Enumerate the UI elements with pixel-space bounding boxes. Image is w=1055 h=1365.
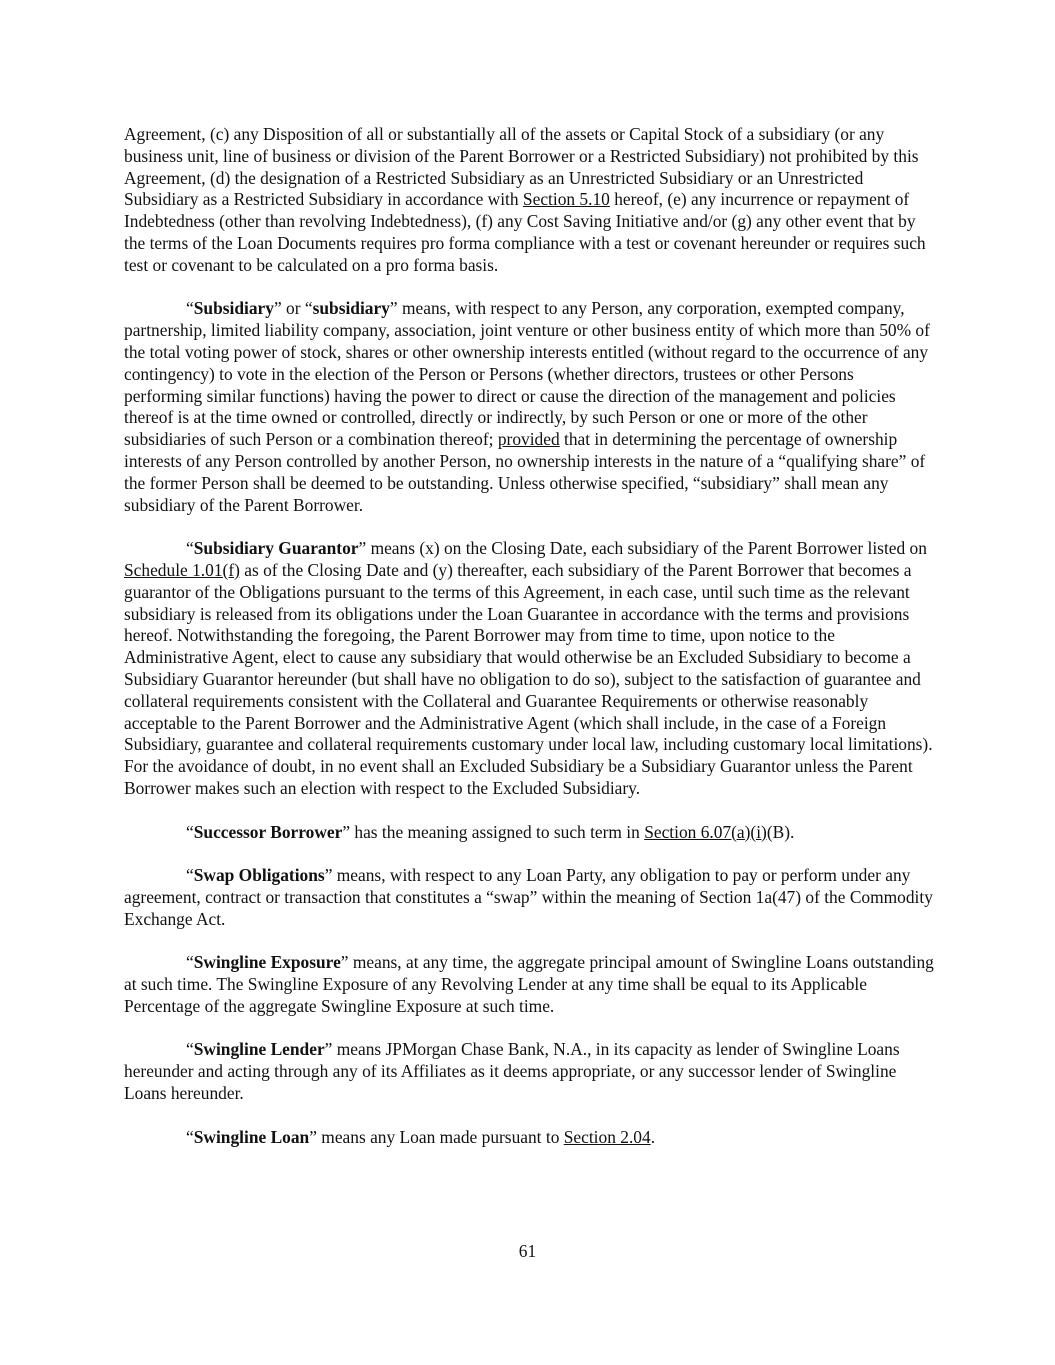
paragraph-text: ” means, at any time, the aggregate principal amount of Swingline Loans outstanding at such time. The Swingline Exposure of any Revolving Lender at any time shall be equal to its Applicable Percentage of the aggregate Swingline Exposure at such time. xyxy=(124,952,934,1016)
document-page xyxy=(124,124,934,1170)
paragraph-continuation xyxy=(124,124,934,277)
definition-successor-borrower xyxy=(124,822,934,844)
defined-term: Subsidiary xyxy=(193,298,274,319)
definition-swingline-loan xyxy=(124,1127,934,1149)
open-quote: “ xyxy=(186,1039,194,1060)
open-quote: “ xyxy=(186,538,194,559)
paragraph-text: that in determining the percentage of ownership interests of any Person controlled by another Person, no ownership interests in the nature of a “qualifying share” of the former Person shall be deemed to be outstanding. Unless otherwise specified, “subsidiary” shall mean any subsidiary of the Parent Borrower. xyxy=(124,429,926,515)
open-quote: “ xyxy=(186,1126,194,1147)
page-number: 61 xyxy=(518,1241,537,1261)
paragraph-text: hereof, (e) any incurrence or repayment of Indebtedness (other than revolving Indebtedness), (f) any Cost Saving Initiative and/or (g) any other event that by the terms of the Loan Documents requires pro forma compliance with a test or covenant hereunder or requires such test or covenant to be calculated on a pro forma basis. xyxy=(124,189,926,275)
paragraph-text: ” or “ xyxy=(273,298,313,319)
paragraph-text: as of the Closing Date and (y) thereafter, each subsidiary of the Parent Borrower that becomes a guarantor of the Obligations pursuant to the terms of this Agreement, in each case, until such time as the relevant subsidiary is released from its obligations under the Loan Guarantee in accordance with the terms and provisions hereof. Notwithstanding the foregoing, the Parent Borrower may from time to time, upon notice to the Administrative Agent, elect to cause any subsidiary that would otherwise be an Excluded Subsidiary to become a Subsidiary Guarantor hereunder (but shall have no obligation to do so), subject to the satisfaction of guarantee and collateral requirements consistent with the Collateral and Guarantee Requirements or otherwise reasonably acceptable to the Parent Borrower and the Administrative Agent (which shall include, in the case of a Foreign Subsidiary, guarantee and collateral requirements customary under local law, including customary local limitations). For the avoidance of doubt, in no event shall an Excluded Subsidiary be a Subsidiary Guarantor unless the Parent Borrower makes such an election with respect to the Excluded Subsidiary. xyxy=(124,559,933,798)
definition-subsidiary-guarantor xyxy=(124,538,934,800)
definition-swingline-exposure xyxy=(124,952,934,1017)
definition-swap-obligations xyxy=(124,865,934,930)
definition-subsidiary xyxy=(124,298,934,516)
defined-term: subsidiary xyxy=(312,298,390,319)
defined-term: Subsidiary Guarantor xyxy=(193,538,359,559)
open-quote: “ xyxy=(186,298,194,319)
open-quote: “ xyxy=(186,952,194,973)
section-2-04-reference: Section 2.04 xyxy=(563,1126,651,1147)
defined-term: Swap Obligations xyxy=(193,865,325,886)
defined-term: Successor Borrower xyxy=(193,821,343,842)
defined-term: Swingline Exposure xyxy=(193,952,341,973)
definition-swingline-lender xyxy=(124,1039,934,1104)
provided-reference: provided xyxy=(497,429,560,450)
paragraph-text: ” means any Loan made pursuant to xyxy=(309,1126,564,1147)
paragraph-text: ” means (x) on the Closing Date, each subsidiary of the Parent Borrower listed on xyxy=(358,538,927,559)
paragraph-text: ” means JPMorgan Chase Bank, N.A., in its capacity as lender of Swingline Loans hereunder and acting through any of its Affiliates as it deems appropriate, or any successor lender of Swingline Loans hereunder. xyxy=(124,1039,900,1104)
paragraph-text: ” means, with respect to any Person, any corporation, exempted company, partnership, limited liability company, association, joint venture or other business entity of which more than 50% of the total voting power of stock, shares or other ownership interests entitled (without regard to the occurrence of any contingency) to vote in the election of the Person or Persons (whether directors, trustees or other Persons performing similar functions) having the power to direct or cause the direction of the management and policies thereof is at the time owned or controlled, directly or indirectly, by such Person or one or more of the other subsidiaries of such Person or a combination thereof; xyxy=(124,298,930,450)
paragraph-text: . xyxy=(650,1126,656,1147)
open-quote: “ xyxy=(186,865,194,886)
defined-term: Swingline Lender xyxy=(193,1039,325,1060)
section-6-07-reference: Section 6.07(a)(i)( xyxy=(644,821,773,842)
section-5-10-reference: Section 5.10 xyxy=(522,189,610,210)
paragraph-text: ” means, with respect to any Loan Party, any obligation to pay or perform under any agreement, contract or transaction that constitutes a “swap” within the meaning of Section 1a(47) of the Commodity Exchange Act. xyxy=(124,865,933,929)
open-quote: “ xyxy=(186,821,194,842)
paragraph-text: B). xyxy=(772,821,795,842)
paragraph-text: ” has the meaning assigned to such term in xyxy=(342,821,645,842)
paragraph-text: Agreement, (c) any Disposition of all or substantially all of the assets or Capital Stock of a subsidiary (or any business unit, line of business or division of the Parent Borrower or a Restricted Subsidiary) not prohibited by this Agreement, (d) the designation of a Restricted Subsidiary as an Unrestricted Subsidiary or an Unrestricted Subsidiary as a Restricted Subsidiary in accordance with xyxy=(124,124,919,210)
schedule-1-01f-reference: Schedule 1.01(f) xyxy=(124,559,240,580)
defined-term: Swingline Loan xyxy=(193,1126,310,1147)
